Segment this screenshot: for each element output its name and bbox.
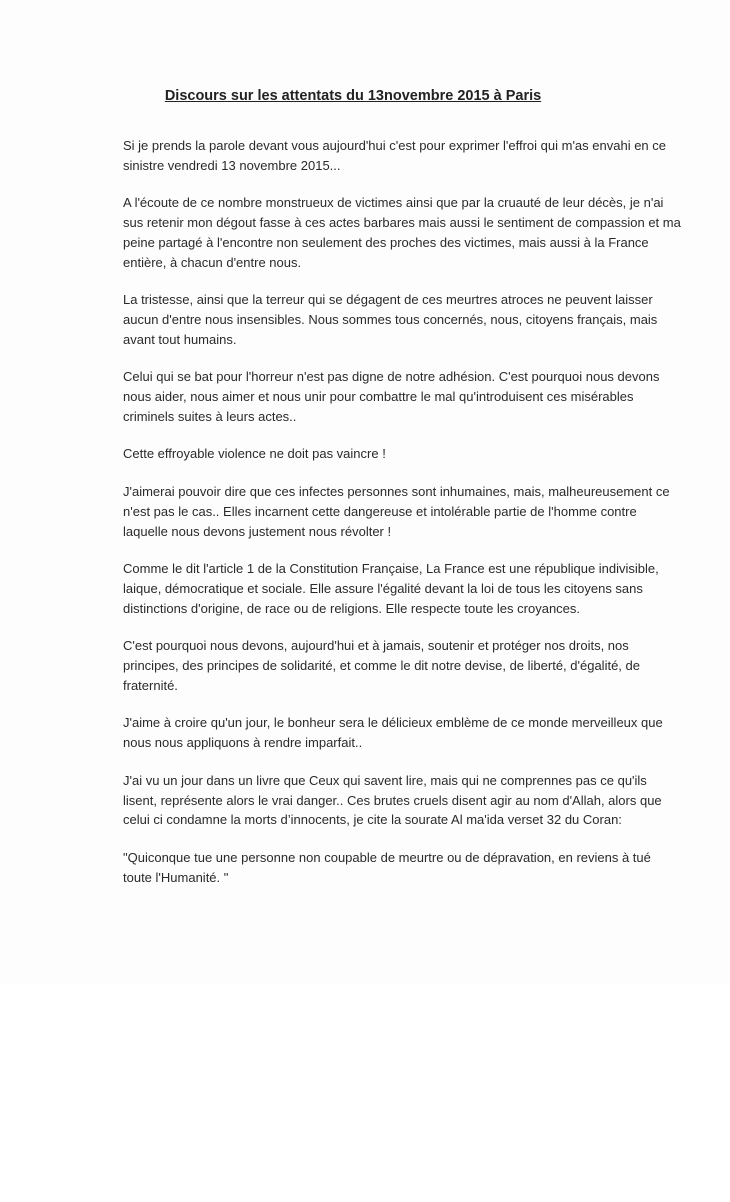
text-line: toute l'Humanité. ": [123, 869, 229, 885]
text-line: laique, démocratique et sociale. Elle assure l'égalité devant la loi de tous les citoyens sans: [123, 580, 643, 596]
text-line: lisent, représente alors le vrai danger.. Ces brutes cruels disent agir au nom d'Allah, alors que: [123, 792, 662, 808]
paragraph: [123, 290, 658, 349]
paragraph: [123, 848, 651, 887]
text-line: Celui qui se bat pour l'horreur n'est pas digne de notre adhésion. C'est pourquoi nous devons: [123, 369, 660, 385]
text-line: "Quiconque tue une personne non coupable de meurtre ou de dépravation, en reviens à tué: [123, 849, 651, 865]
text-line: n'est pas le cas.. Elles incarnent cette dangereuse et intolérable partie de l'homme contre: [123, 503, 637, 519]
text-line: principes, des principes de solidarité, et comme le dit notre devise, de liberté, d'égalité, de: [123, 658, 640, 674]
text-line: nous aider, nous aimer et nous unir pour combattre le mal qu'introduisent ces misérables: [123, 389, 634, 405]
text-line: avant tout humains.: [123, 331, 237, 347]
text-line: aucun d'entre nous insensibles. Nous sommes tous concernés, nous, citoyens français, mais: [123, 311, 658, 327]
paragraph: [123, 193, 681, 272]
text-line: Comme le dit l'article 1 de la Constitution Française, La France est une république indivisible,: [123, 561, 659, 577]
text-line: J'aimerai pouvoir dire que ces infectes personnes sont inhumaines, mais, malheureusement ce: [123, 484, 670, 500]
paragraph: [123, 771, 662, 830]
text-line: entière, à chacun d'entre nous.: [123, 254, 302, 270]
document-title: Discours sur les attentats du 13novembre 2015 à Paris: [164, 88, 542, 104]
paragraph: [123, 367, 660, 426]
text-line: Cette effroyable violence ne doit pas vaincre !: [123, 446, 386, 462]
text-line: criminels suites à leurs actes..: [123, 408, 297, 424]
paragraph: [123, 559, 659, 618]
text-line: La tristesse, ainsi que la terreur qui se dégagent de ces meurtres atroces ne peuvent laisser: [123, 292, 653, 308]
text-line: laquelle nous devons justement nous révolter !: [123, 523, 392, 539]
text-line: fraternité.: [123, 677, 178, 693]
text-line: celui ci condamne la morts d’innocents, je cite la sourate Al ma'ida verset 32 du Coran:: [123, 812, 622, 828]
text-line: J'ai vu un jour dans un livre que Ceux qui savent lire, mais qui ne comprennes pas ce qu'ils: [123, 772, 647, 788]
text-line: peine partagé à l'encontre non seulement des proches des victimes, mais aussi à la France: [123, 234, 649, 250]
text-line: distinctions d'origine, de race ou de religions. Elle respecte toute les croyances.: [123, 600, 581, 616]
paragraph: [123, 636, 643, 695]
text-line: Si je prends la parole devant vous aujourd'hui c'est pour exprimer l'effroi qui m'as envahi en ce: [123, 138, 666, 153]
text-line: J'aime à croire qu'un jour, le bonheur sera le délicieux emblème de ce monde merveilleux que: [123, 715, 663, 731]
text-line: nous nous appliquons à rendre imparfait..: [123, 735, 363, 751]
text-line: A l'écoute de ce nombre monstrueux de victimes ainsi que par la cruauté de leur décès, je n'ai: [123, 195, 664, 211]
text-line: sinistre vendredi 13 novembre 2015...: [123, 157, 341, 173]
paragraph: [123, 482, 670, 541]
text-line: C'est pourquoi nous devons, aujourd'hui et à jamais, soutenir et protéger nos droits, nos: [123, 638, 629, 654]
paragraph: [123, 136, 666, 175]
paragraph: [123, 713, 663, 752]
text-line: sus retenir mon dégout fasse à ces actes barbares mais aussi le sentiment de compassion et ma: [123, 215, 681, 231]
paragraph: [123, 444, 643, 464]
document-body: [123, 136, 681, 905]
